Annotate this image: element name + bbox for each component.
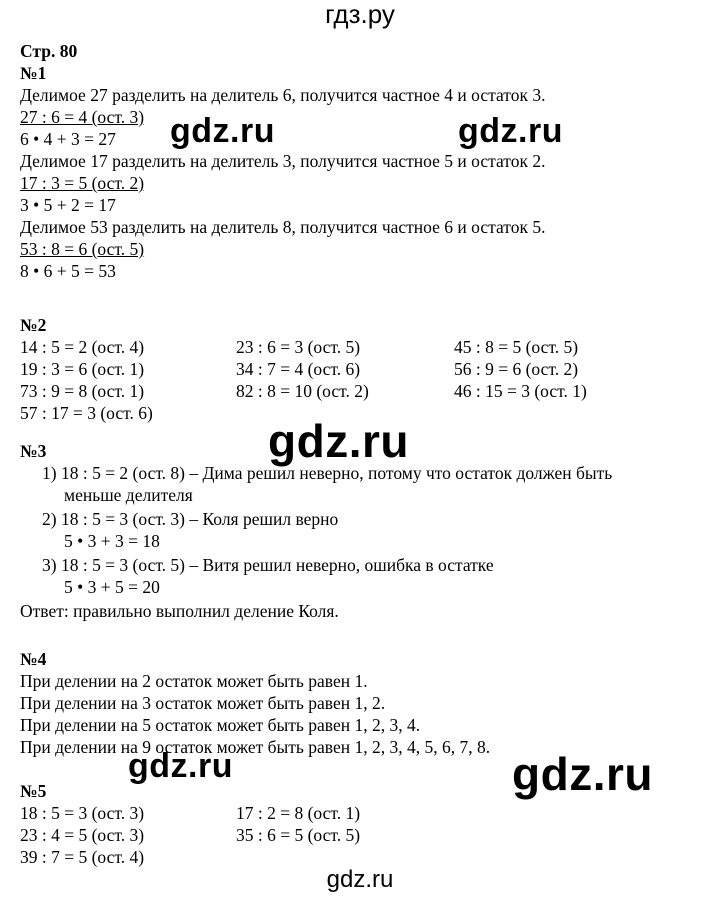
site-footer: gdz.ru: [326, 866, 394, 893]
task-3-line: меньше делителя: [64, 485, 193, 505]
watermark: gdz.ru: [128, 747, 233, 785]
task-5-item: 39 : 7 = 5 (ост. 4): [20, 847, 145, 867]
task-3-line: 1) 18 : 5 = 2 (ост. 8) – Дима решил неверно, потому что остаток должен быть: [42, 463, 613, 483]
task-2-item: 14 : 5 = 2 (ост. 4): [20, 337, 145, 357]
task-2-item: 73 : 9 = 8 (ост. 1): [20, 381, 145, 401]
task-1-line: 53 : 8 = 6 (ост. 5): [20, 239, 145, 259]
watermark: gdz.ru: [170, 112, 275, 150]
task-5-item: 23 : 4 = 5 (ост. 3): [20, 825, 145, 845]
task-1-title: №1: [20, 63, 47, 83]
task-2-title: №2: [20, 315, 47, 335]
task-1-line: 17 : 3 = 5 (ост. 2): [20, 173, 145, 193]
task-2-item: 46 : 15 = 3 (ост. 1): [454, 381, 587, 401]
task-1-line: Делимое 53 разделить на делитель 8, получится частное 6 и остаток 5.: [20, 217, 546, 237]
task-4-line: При делении на 5 остаток может быть равен 1, 2, 3, 4.: [20, 715, 421, 735]
task-1-line: 3 • 5 + 2 = 17: [20, 195, 116, 215]
watermark: gdz.ru: [268, 415, 409, 467]
task-1-line: Делимое 27 разделить на делитель 6, получится частное 4 и остаток 3.: [20, 85, 546, 105]
watermark: gdz.ru: [458, 112, 563, 150]
task-1-line: Делимое 17 разделить на делитель 3, получится частное 5 и остаток 2.: [20, 151, 546, 171]
task-3-line: 5 • 3 + 3 = 18: [64, 531, 160, 551]
task-2-item: 57 : 17 = 3 (ост. 6): [20, 403, 153, 423]
task-2-item: 56 : 9 = 6 (ост. 2): [454, 359, 579, 379]
task-2-item: 45 : 8 = 5 (ост. 5): [454, 337, 579, 357]
task-2-item: 23 : 6 = 3 (ост. 5): [236, 337, 361, 357]
task-2-item: 19 : 3 = 6 (ост. 1): [20, 359, 145, 379]
task-1-line: 27 : 6 = 4 (ост. 3): [20, 107, 145, 127]
task-3-answer: Ответ: правильно выполнил деление Коля.: [20, 601, 339, 621]
task-4-line: При делении на 2 остаток может быть равен 1.: [20, 671, 368, 691]
watermark: gdz.ru: [512, 748, 653, 800]
task-3-title: №3: [20, 441, 47, 461]
task-5-item: 17 : 2 = 8 (ост. 1): [236, 803, 361, 823]
task-1-line: 8 • 6 + 5 = 53: [20, 261, 116, 281]
task-1-line: 6 • 4 + 3 = 27: [20, 129, 116, 149]
task-4-line: При делении на 3 остаток может быть равен 1, 2.: [20, 693, 386, 713]
task-5-item: 18 : 5 = 3 (ост. 3): [20, 803, 145, 823]
task-4-line: При делении на 9 остаток может быть равен 1, 2, 3, 4, 5, 6, 7, 8.: [20, 737, 491, 757]
task-4-title: №4: [20, 649, 47, 669]
task-2-item: 82 : 8 = 10 (ост. 2): [236, 381, 369, 401]
task-3-line: 2) 18 : 5 = 3 (ост. 3) – Коля решил верно: [42, 509, 339, 529]
site-header: гдз.ру: [325, 0, 395, 29]
page-number: Стр. 80: [20, 41, 78, 61]
task-3-line: 5 • 3 + 5 = 20: [64, 577, 160, 597]
task-5-item: 35 : 6 = 5 (ост. 5): [236, 825, 361, 845]
task-5-title: №5: [20, 781, 47, 801]
task-3-line: 3) 18 : 5 = 3 (ост. 5) – Витя решил неверно, ошибка в остатке: [42, 555, 494, 575]
task-2-item: 34 : 7 = 4 (ост. 6): [236, 359, 361, 379]
